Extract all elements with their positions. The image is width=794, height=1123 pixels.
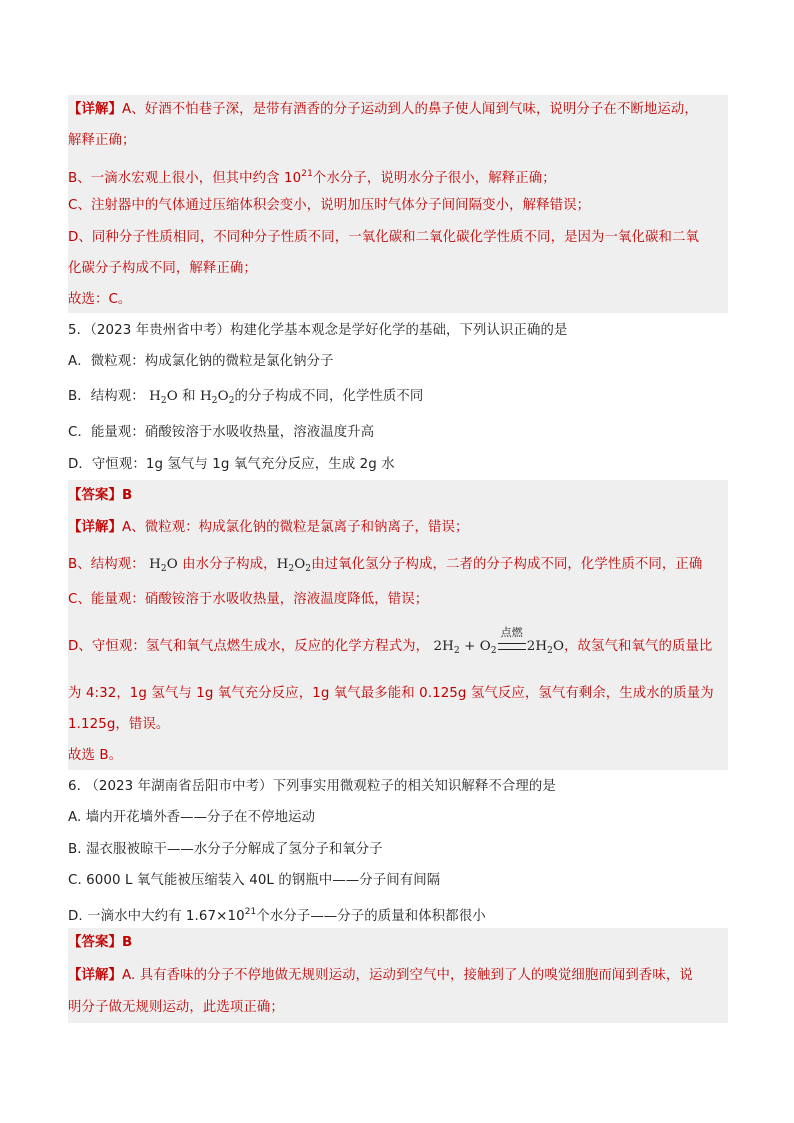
q5-option-b: B．结构观： $H_2O$ 和 $H_2O_2$的分子构成不同，化学性质不同: [68, 389, 424, 406]
q5-option-a: A．微粒观：构成氯化钠的微粒是氯化钠分子: [68, 354, 334, 369]
q4-detail-line-d2: 化碳分子构成不同，解释正确；: [68, 261, 257, 276]
q5-answer: 【答案】B: [68, 488, 133, 503]
q5-detail-a: 【详解】A、微粒观：构成氯化钠的微粒是氯离子和钠离子，错误；: [68, 520, 469, 535]
q5-detail-d1: D、守恒观：氢气和氧气点燃生成水，反应的化学方程式为， $2H_2 + O_2$ 点燃 $2H_2O$，故氢气和氧气的质量比: [68, 637, 728, 661]
q5-detail-d3: 1.125g，错误。: [68, 717, 170, 732]
formula-h2o2: $H_2O_2$: [200, 389, 235, 406]
q4-detail-line-c: C、注射器中的气体通过压缩体积会变小，说明加压时气体分子间间隔变小，解释错误；: [68, 198, 591, 213]
q6-option-d: D. 一滴水中大约有 $1.67\times 10^{21}$个水分子——分子的质量和体积都很小: [68, 907, 486, 924]
q6-option-b: B. 湿衣服被晾干——水分子分解成了氢分子和氧分子: [68, 842, 383, 857]
q5-stem: 5．（2023 年贵州省中考）构建化学基本观念是学好化学的基础，下列认识正确的是: [68, 323, 568, 338]
formula-h2o2: $H_2O_2$: [276, 557, 312, 574]
q4-detail-line-a1: 【详解】A、好酒不怕巷子深，是带有酒香的分子运动到人的鼻子使人闻到气味，说明分子在不断地运动，: [68, 102, 698, 117]
chemical-equation: $2H_2 + O_2$ 点燃 $2H_2O$: [433, 626, 565, 656]
formula-h2o: $H_2O$ 和: [149, 389, 196, 406]
q4-choice: 故选：C。: [68, 292, 132, 307]
q5-detail-b: B、结构观： $H_2O$ 由水分子构成，$H_2O_2$由过氧化氢分子构成，二者的分子构成不同，化学性质不同，正确: [68, 557, 703, 574]
q4-detail-line-b: B、一滴水宏观上很小，但其中约含 $10^{21}$个水分子，说明水分子很小，解释正确；: [68, 169, 556, 186]
q6-option-a: A. 墙内开花墙外香——分子在不停地运动: [68, 810, 316, 825]
q6-detail-a2: 明分子做无规则运动，此选项正确；: [68, 1000, 284, 1015]
reaction-arrow: 点燃: [497, 637, 527, 657]
q5-detail-c: C、能量观：硝酸铵溶于水吸收热量，溶液温度降低，错误；: [68, 592, 429, 607]
q4-detail-line-a2: 解释正确；: [68, 133, 136, 148]
q5-detail-d2: 为 4:32，1g 氢气与 1g 氧气充分反应，1g 氧气最多能和 0.125g 氢气反应，氢气有剩余，生成水的质量为: [68, 686, 714, 701]
q5-option-c: C．能量观：硝酸铵溶于水吸收热量，溶液温度升高: [68, 425, 375, 440]
q5-option-d: D．守恒观：1g 氢气与 1g 氧气充分反应，生成 2g 水: [68, 457, 395, 472]
q4-detail-line-d1: D、同种分子性质相同，不同种分子性质不同，一氧化碳和二氧化碳化学性质不同，是因为一氧化碳和二氧: [68, 230, 699, 245]
q6-answer: 【答案】B: [68, 935, 133, 950]
formula-h2o: $H_2O$: [149, 557, 178, 574]
q5-choice: 故选 B。: [68, 748, 123, 763]
detail-tag: 【详解】: [68, 102, 122, 117]
q6-option-c: C. 6000 L 氧气能被压缩装入 40L 的钢瓶中——分子间有间隔: [68, 873, 441, 888]
q6-stem: 6. （2023 年湖南省岳阳市中考）下列事实用微观粒子的相关知识解释不合理的是: [68, 779, 556, 794]
q6-detail-a1: 【详解】A. 具有香味的分子不停地做无规则运动，运动到空气中，接触到了人的嗅觉细胞而闻到香味，说: [68, 968, 693, 983]
